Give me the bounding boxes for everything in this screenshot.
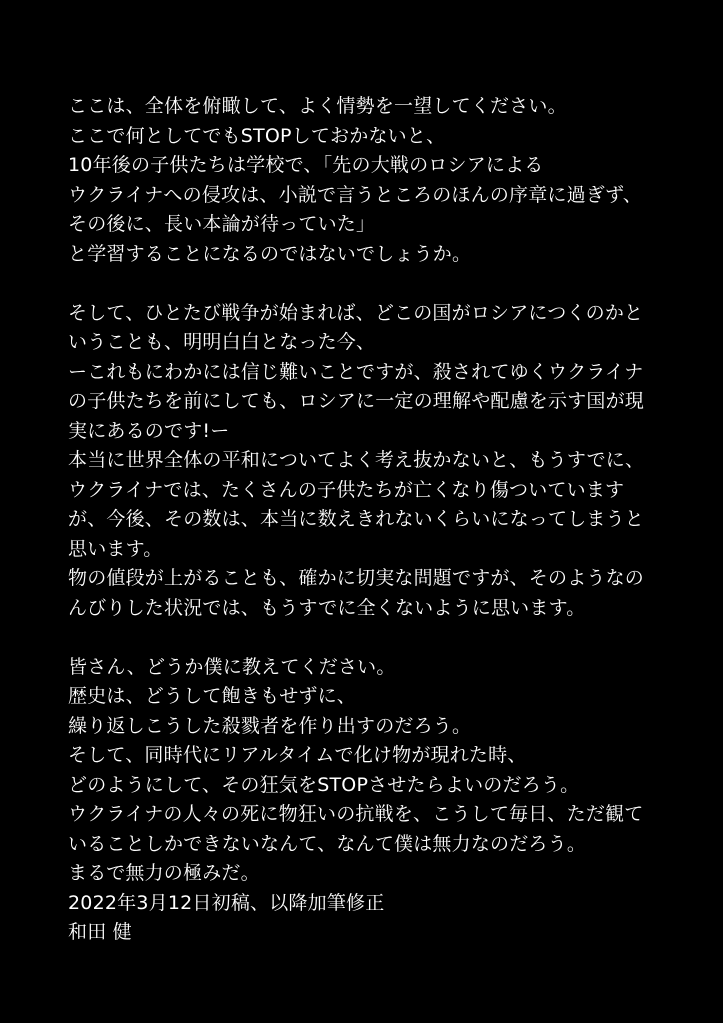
paragraph-2	[68, 299, 668, 624]
text-line: ーこれもにわかには信じ難いことですが、殺されてゆくウクライナ	[68, 360, 644, 383]
text-line: の子供たちを前にしても、ロシアに一定の理解や配慮を示す国が現	[68, 390, 645, 412]
text-line: が、今後、その数は、本当に数えきれないくらいになってしまうと	[68, 508, 645, 530]
text-line: 皆さん、どうか僕に教えてください。	[68, 655, 396, 678]
author-name: 和田 健	[68, 921, 132, 943]
text-line: 物の値段が上がることも、確かに切実な問題ですが、そのようなの	[68, 567, 645, 589]
text-line: ウクライナでは、たくさんの子供たちが亡くなり傷ついています	[68, 478, 625, 501]
text-line: まるで無力の極みだ。	[68, 862, 260, 884]
text-line: 本当に世界全体の平和についてよく考え抜かないと、もうすでに、	[68, 449, 645, 471]
text-line: ウクライナの人々の死に物狂いの抗戦を、こうして毎日、ただ観て	[68, 803, 644, 825]
date-note: 2022年3月12日初稿、以降加筆修正	[68, 891, 385, 914]
text-line: 歴史は、どうして飽きもせずに、	[68, 685, 357, 707]
text-line: 思います。	[68, 537, 163, 560]
text-line: 実にあるのです!ー	[68, 419, 230, 442]
paragraph-gap	[68, 269, 668, 299]
text-line: そして、同時代にリアルタイムで化け物が現れた時、	[68, 744, 527, 766]
text-line: ここで何としてでもSTOPしておかないと、	[68, 124, 446, 147]
text-line: どのようにして、その狂気をSTOPさせたらよいのだろう。	[68, 773, 580, 796]
text-line: ウクライナへの侵攻は、小説で言うところのほんの序章に過ぎず、	[68, 183, 642, 206]
paragraph-3	[68, 653, 668, 889]
text-line: 繰り返しこうした殺戮者を作り出すのだろう。	[68, 714, 472, 737]
text-line: 10年後の子供たちは学校で、「先の大戦のロシアによる	[68, 154, 544, 176]
paragraph-1	[68, 92, 668, 269]
essay-text	[68, 92, 668, 948]
text-line: いることしかできないなんて、なんて僕は無力なのだろう。	[68, 832, 587, 855]
text-line: と学習することになるのではないでしょうか。	[68, 242, 472, 265]
text-line: いうことも、明明白白となった今、	[68, 331, 376, 353]
paragraph-gap	[68, 623, 668, 653]
text-line: ここは、全体を俯瞰して、よく情勢を一望してください。	[68, 95, 567, 117]
text-line: そして、ひとたび戦争が始まれば、どこの国がロシアにつくのかと	[68, 301, 644, 324]
text-line: その後に、長い本論が待っていた」	[68, 213, 376, 235]
text-line: んびりした状況では、もうすでに全くないように思います。	[68, 596, 586, 619]
